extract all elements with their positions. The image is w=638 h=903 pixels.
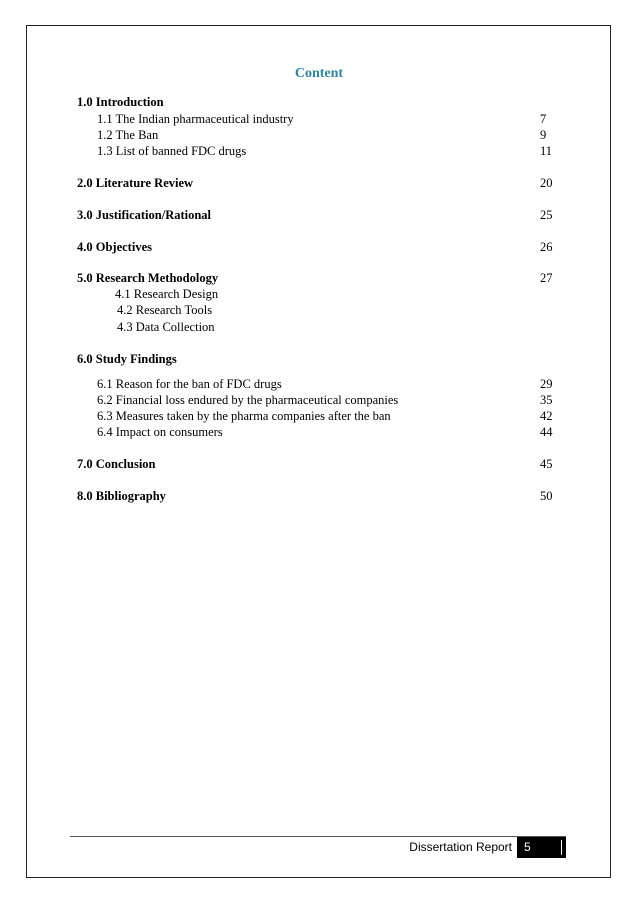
toc-entry-6-3 <box>0 408 638 424</box>
toc-page: 45 <box>540 457 553 471</box>
toc-page: 9 <box>540 128 547 142</box>
toc-label: 3.0 Justification/Rational <box>77 208 212 222</box>
toc-label: 7.0 Conclusion <box>77 457 156 471</box>
toc-label: 6.0 Study Findings <box>77 352 177 366</box>
toc-label: 6.2 Financial loss endured by the pharmaceutical companies <box>97 393 399 407</box>
toc-entry-6-4 <box>0 424 638 440</box>
toc-page: 20 <box>540 176 553 190</box>
toc-label: 1.1 The Indian pharmaceutical industry <box>97 112 294 126</box>
toc-entry-research-methodology <box>0 270 638 286</box>
footer-divider <box>70 836 566 837</box>
toc-page: 27 <box>540 271 553 285</box>
toc-label: 1.0 Introduction <box>77 95 164 109</box>
toc-page: 25 <box>540 208 553 222</box>
toc-entry-4-3 <box>0 319 638 335</box>
toc-entry-6-1 <box>0 376 638 392</box>
toc-entry-1-2 <box>0 127 638 143</box>
toc-page: 26 <box>540 240 553 254</box>
page-number: 5 <box>524 840 531 854</box>
toc-label: 6.4 Impact on consumers <box>97 425 223 439</box>
toc-entry-4-2 <box>0 302 638 318</box>
toc-label: 4.1 Research Design <box>115 287 219 301</box>
toc-label: 8.0 Bibliography <box>77 489 166 503</box>
toc-page: 11 <box>540 144 553 158</box>
toc-entry-6-2 <box>0 392 638 408</box>
toc-entry-1-3 <box>0 143 638 159</box>
toc-page: 44 <box>540 425 553 439</box>
toc-entry-study-findings <box>0 351 638 367</box>
toc-entry-introduction <box>0 94 638 110</box>
toc-label: 5.0 Research Methodology <box>77 271 219 285</box>
toc-page: 50 <box>540 489 553 503</box>
toc-entry-4-1 <box>0 286 638 302</box>
page-number-marker <box>561 840 562 855</box>
toc-page: 42 <box>540 409 553 423</box>
toc-entry-conclusion <box>0 456 638 472</box>
toc-entry-1-1 <box>0 111 638 127</box>
toc-entry-objectives <box>0 239 638 255</box>
toc-page: 7 <box>540 112 547 126</box>
toc-label: 1.2 The Ban <box>97 128 159 142</box>
toc-entry-justification <box>0 207 638 223</box>
toc-label: 4.0 Objectives <box>77 240 152 254</box>
toc-page: 29 <box>540 377 553 391</box>
toc-label: 1.3 List of banned FDC drugs <box>97 144 247 158</box>
page-number-box <box>517 837 566 858</box>
toc-label: 4.2 Research Tools <box>117 303 213 317</box>
toc-label: 6.3 Measures taken by the pharma companies after the ban <box>97 409 391 423</box>
toc-label: 6.1 Reason for the ban of FDC drugs <box>97 377 282 391</box>
footer-title: Dissertation Report <box>409 840 512 854</box>
toc-title: Content <box>294 66 344 81</box>
toc-page: 35 <box>540 393 553 407</box>
toc-entry-literature-review <box>0 175 638 191</box>
toc-label: 4.3 Data Collection <box>117 320 215 334</box>
toc-label: 2.0 Literature Review <box>77 176 194 190</box>
toc-entry-bibliography <box>0 488 638 504</box>
